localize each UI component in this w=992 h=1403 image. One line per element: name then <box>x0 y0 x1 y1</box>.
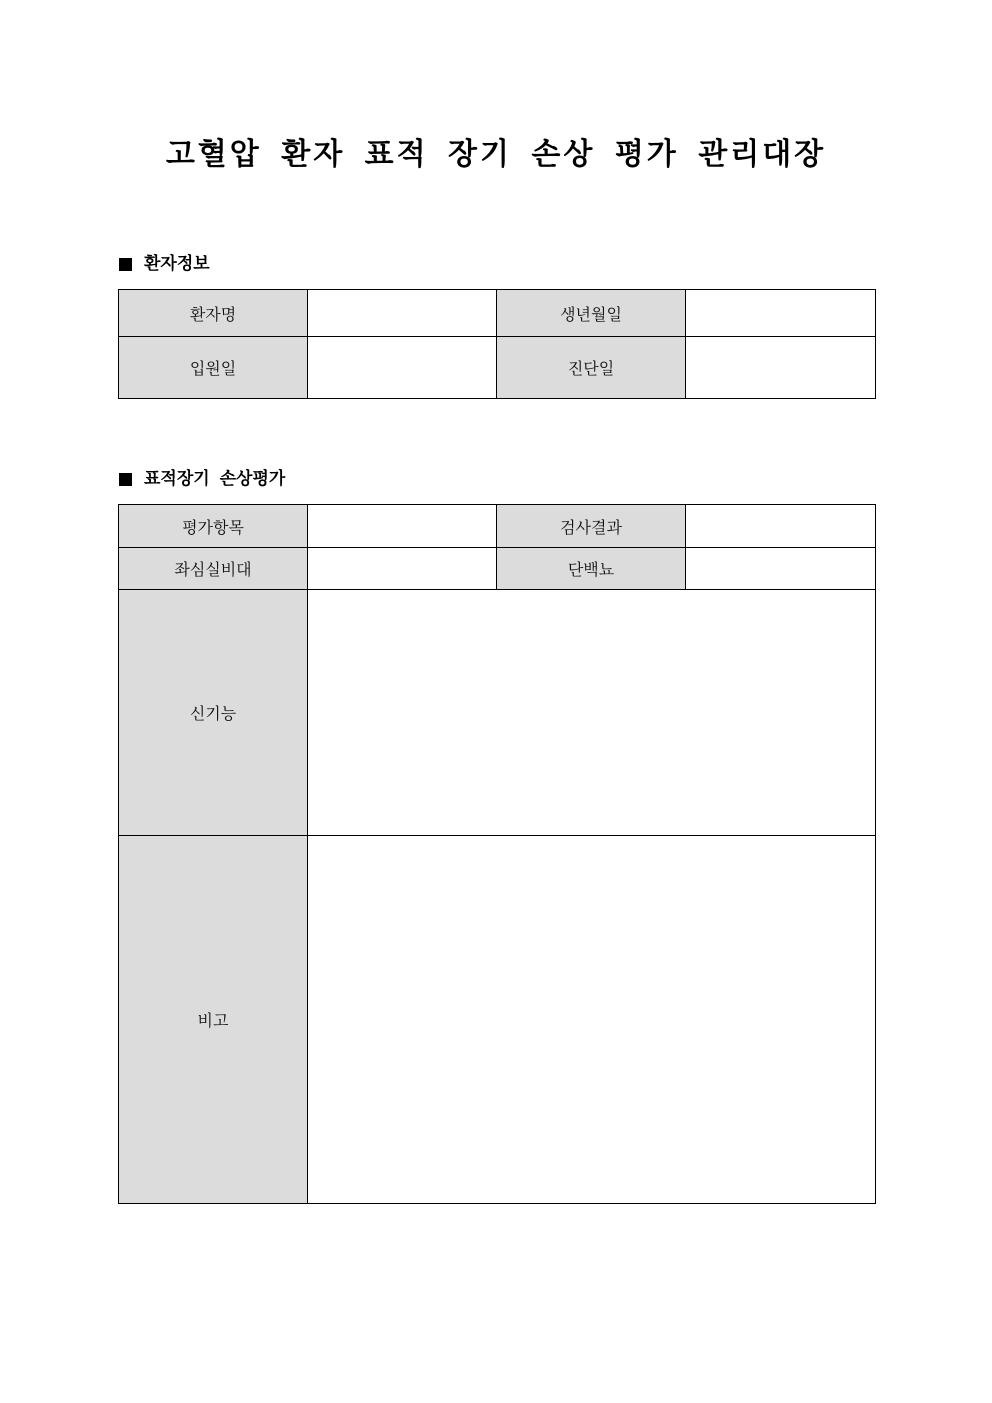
proteinuria-label: 단백뇨 <box>497 548 686 590</box>
table-row <box>119 290 876 337</box>
lvh-label: 좌심실비대 <box>119 548 308 590</box>
remarks-field[interactable] <box>308 836 876 1204</box>
document-title: 고혈압 환자 표적 장기 손상 평가 관리대장 <box>165 137 827 172</box>
renal-function-label: 신기능 <box>119 590 308 836</box>
birthdate-field[interactable] <box>686 290 876 337</box>
remarks-label: 비고 <box>119 836 308 1204</box>
square-bullet-icon <box>119 258 132 271</box>
table-row <box>119 505 876 548</box>
diagnosis-date-field[interactable] <box>686 337 876 399</box>
diagnosis-date-label: 진단일 <box>497 337 686 399</box>
table-row <box>119 548 876 590</box>
test-result-field[interactable] <box>686 505 876 548</box>
table-row <box>119 590 876 836</box>
assessment-item-label: 평가항목 <box>119 505 308 548</box>
patient-info-heading-text: 환자정보 <box>144 254 210 274</box>
table-row <box>119 836 876 1204</box>
patient-info-heading <box>119 252 210 276</box>
birthdate-label: 생년월일 <box>497 290 686 337</box>
renal-function-field[interactable] <box>308 590 876 836</box>
admission-date-label: 입원일 <box>119 337 308 399</box>
organ-assessment-heading <box>119 467 285 491</box>
table-row <box>119 337 876 399</box>
organ-assessment-heading-text: 표적장기 손상평가 <box>144 469 286 489</box>
patient-info-table <box>118 289 876 399</box>
assessment-item-field[interactable] <box>308 505 497 548</box>
organ-assessment-table <box>118 504 876 1204</box>
square-bullet-icon <box>119 473 132 486</box>
test-result-label: 검사결과 <box>497 505 686 548</box>
proteinuria-field[interactable] <box>686 548 876 590</box>
admission-date-field[interactable] <box>308 337 497 399</box>
patient-name-field[interactable] <box>308 290 497 337</box>
patient-name-label: 환자명 <box>119 290 308 337</box>
lvh-field[interactable] <box>308 548 497 590</box>
